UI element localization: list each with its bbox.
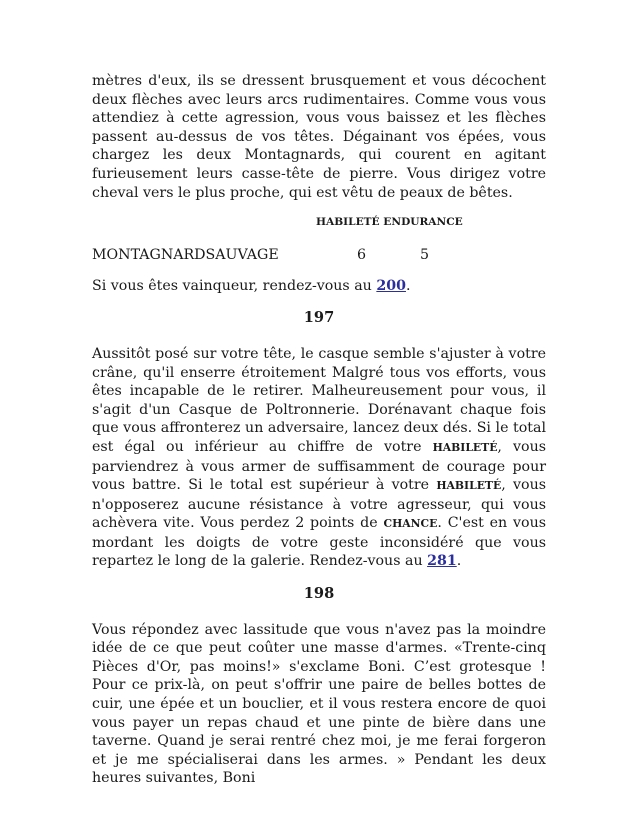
section-number-198: 198 [303, 585, 335, 603]
section-link-281[interactable]: 281 [427, 553, 457, 570]
luck-term: CHANCE [383, 517, 438, 531]
section-198-paragraph: Vous répondez avec lassitude que vous n'avez pas la moindre idée de ce que peut coûter une masse d'armes. «Trente-cinq Pièces d'Or, pas moins!» s'exclame Boni. C’est grotesque ! Pour ce prix-là, on peut s'offrir une paire de belles bottes de cuir, une épée et un bouclier, et il vous restera encore de quoi vous payer un repas chaud et une pinte de bière dans une taverne. Quand je serai rentré chez moi, je me ferai forgeron et je me spécialiserai dans les armes. » Pendant les deux heures suivantes, Boni [92, 621, 546, 787]
enemy-endurance: 5 [420, 247, 430, 264]
skill-term: HABILETÉ [432, 440, 498, 454]
victory-end: . [405, 277, 411, 294]
section-197-text-1: Aussitôt posé sur votre tête, le casque semble s'ajuster à votre crâne, qu'il enserre étroitement Malgré tous vos efforts, vous êtes incapable de le retirer. Malheureusement pour vous, il s'agit d'un Casque de Poltronnerie. Dorénavant chaque fois que vous affronterez un adversaire, lancez deux dés. Si le total est égal ou inférieur au chiffre de votre [92, 345, 546, 455]
victory-instruction [92, 277, 546, 296]
skill-term: HABILETÉ [436, 479, 502, 493]
book-page [92, 72, 546, 788]
enemy-skill: 6 [357, 247, 367, 264]
section-197-paragraph [92, 345, 546, 571]
section-197-text-3: , vous n'opposerez aucune résistance à votre agresseur, qui vous achèvera vite. Vous perdez 2 points de [92, 477, 546, 532]
enemy-name: MONTAGNARDSAUVAGE [92, 247, 279, 264]
section-197-text-4: . C'est en vous mordant les doigts de votre geste inconsidéré que vous repartez le long de la galerie. Rendez-vous au [92, 515, 547, 570]
stat-header: HABILETÉ ENDURANCE [316, 216, 463, 229]
section-link-200[interactable]: 200 [376, 277, 406, 294]
victory-text: Si vous êtes vainqueur, rendez-vous au [92, 277, 377, 294]
section-197-end: . [456, 553, 462, 570]
section-number-197: 197 [303, 309, 335, 327]
section-197-text-2: , vous parviendrez à vous armer de suffisamment de courage pour vous battre. Si le total est supérieur à votre [92, 438, 546, 494]
enemy-stat-row [92, 246, 546, 265]
previous-section-paragraph: mètres d'eux, ils se dressent brusquement et vous décochent deux flèches avec leurs arcs rudimentaires. Comme vous vous attendiez à cette agression, vous vous baissez et les flèches passent au-dessus de vos têtes. Dégainant vos épées, vous chargez les deux Montagnards, qui courent en agitant furieusement leurs casse-tête de pierre. Vous dirigez votre cheval vers le plus proche, qui est vêtu de peaux de bêtes. [92, 73, 546, 201]
